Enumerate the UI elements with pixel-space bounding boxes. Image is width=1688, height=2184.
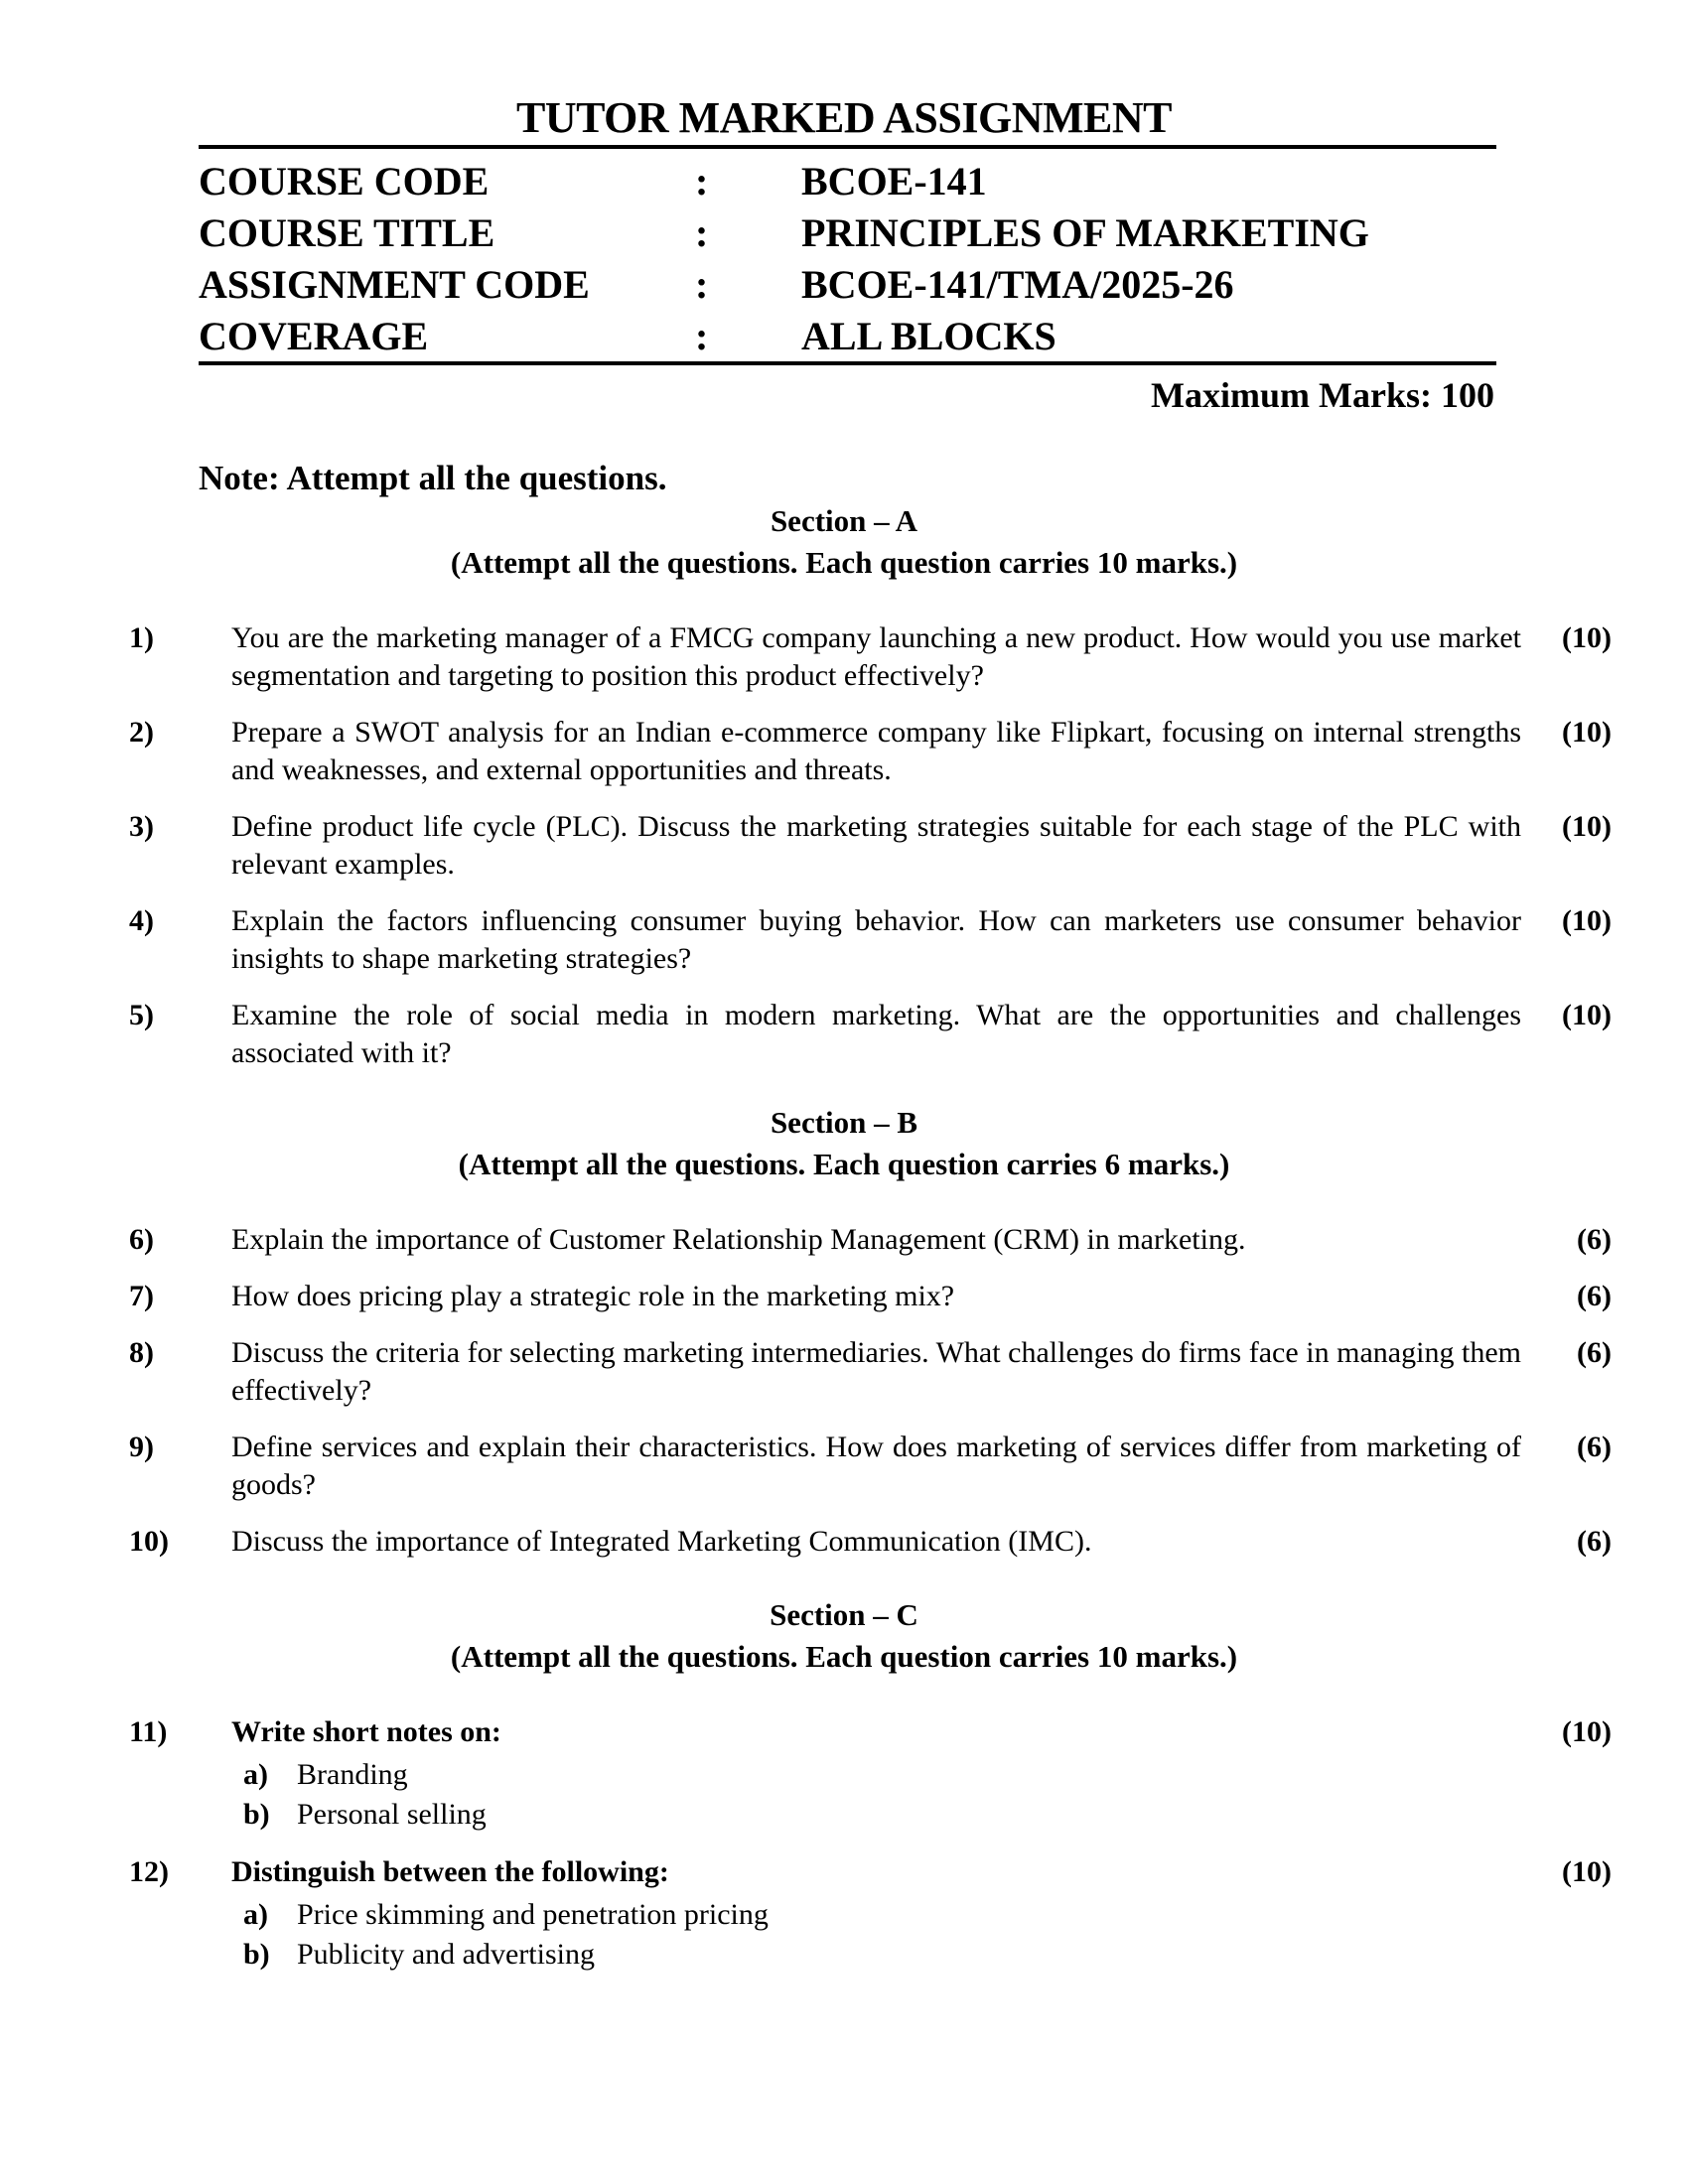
subitem-text: Branding xyxy=(297,1758,408,1791)
question-12 xyxy=(129,1853,1612,1975)
question-marks: (6) xyxy=(1577,1336,1612,1369)
question-number: 6) xyxy=(129,1223,154,1256)
question-text: Explain the factors influencing consumer buying behavior. How can marketers use consumer behavior insights to shape marketing strategies? xyxy=(231,904,1521,975)
max-marks: Maximum Marks: 100 xyxy=(1151,375,1494,415)
subitem-b xyxy=(231,1935,1521,1975)
coverage-row xyxy=(199,310,1688,361)
question-marks: (10) xyxy=(1562,810,1612,843)
question-8 xyxy=(129,1334,1612,1410)
colon-separator: : xyxy=(695,158,709,204)
question-number: 2) xyxy=(129,716,154,749)
colon-separator: : xyxy=(695,261,709,307)
document-title: TUTOR MARKED ASSIGNMENT xyxy=(515,93,1172,142)
section-a-subtitle: (Attempt all the questions. Each question carries 10 marks.) xyxy=(450,545,1238,580)
assignment-code-row xyxy=(199,258,1688,310)
section-b-title: Section – B xyxy=(770,1105,918,1140)
question-text: Prepare a SWOT analysis for an Indian e-commerce company like Flipkart, focusing on internal strengths and weaknesses, and external opportunities and threats. xyxy=(231,716,1521,786)
question-number: 1) xyxy=(129,621,154,654)
question-text: Explain the importance of Customer Relationship Management (CRM) in marketing. xyxy=(231,1223,1246,1256)
course-title-value: PRINCIPLES OF MARKETING xyxy=(801,209,1369,255)
section-b-subtitle: (Attempt all the questions. Each question carries 6 marks.) xyxy=(458,1147,1230,1181)
colon-separator: : xyxy=(695,209,709,255)
question-2 xyxy=(129,714,1612,789)
question-marks: (6) xyxy=(1577,1525,1612,1558)
question-body xyxy=(231,1853,1521,1975)
subitem-list xyxy=(231,1755,1521,1835)
question-number: 4) xyxy=(129,904,154,937)
question-number: 7) xyxy=(129,1280,154,1312)
question-body xyxy=(231,1713,1521,1835)
question-number: 10) xyxy=(129,1525,169,1558)
course-code-row xyxy=(199,155,1688,206)
question-text: Discuss the criteria for selecting marketing intermediaries. What challenges do firms face in managing them effectively? xyxy=(231,1336,1521,1407)
question-text: Define services and explain their characteristics. How does marketing of services differ from marketing of goods? xyxy=(231,1431,1521,1501)
question-marks: (10) xyxy=(1562,1855,1612,1888)
subitem-a xyxy=(231,1755,1521,1795)
header-rule-bottom xyxy=(199,361,1496,365)
subitem-label: b) xyxy=(243,1938,270,1971)
question-number: 8) xyxy=(129,1336,154,1369)
subitem-a xyxy=(231,1895,1521,1935)
question-text: Distinguish between the following: xyxy=(231,1855,669,1888)
subitem-label: a) xyxy=(243,1758,268,1791)
assignment-code-value: BCOE-141/TMA/2025-26 xyxy=(801,261,1234,307)
question-text: Write short notes on: xyxy=(231,1715,501,1748)
question-marks: (6) xyxy=(1577,1223,1612,1256)
question-number: 11) xyxy=(129,1715,168,1748)
question-3 xyxy=(129,808,1612,884)
question-10 xyxy=(129,1523,1612,1561)
question-text: Discuss the importance of Integrated Marketing Communication (IMC). xyxy=(231,1525,1092,1558)
assignment-code-label: ASSIGNMENT CODE xyxy=(199,261,590,307)
course-code-label: COURSE CODE xyxy=(199,158,490,204)
question-marks: (6) xyxy=(1577,1431,1612,1463)
subitem-b xyxy=(231,1795,1521,1835)
section-c-title: Section – C xyxy=(770,1597,918,1632)
question-5 xyxy=(129,997,1612,1072)
question-marks: (10) xyxy=(1562,904,1612,937)
question-number: 5) xyxy=(129,999,154,1031)
subitem-text: Personal selling xyxy=(297,1798,487,1831)
subitem-label: b) xyxy=(243,1798,270,1831)
section-a-title: Section – A xyxy=(770,503,918,538)
question-text: How does pricing play a strategic role in the marketing mix? xyxy=(231,1280,955,1312)
coverage-label: COVERAGE xyxy=(199,313,429,358)
question-text: Examine the role of social media in modern marketing. What are the opportunities and challenges associated with it? xyxy=(231,999,1521,1069)
course-title-row xyxy=(199,206,1688,258)
question-number: 3) xyxy=(129,810,154,843)
question-7 xyxy=(129,1278,1612,1315)
course-info-table xyxy=(0,149,1688,361)
subitem-text: Price skimming and penetration pricing xyxy=(297,1898,769,1931)
note-attempt-all: Note: Attempt all the questions. xyxy=(199,459,667,497)
question-marks: (6) xyxy=(1577,1280,1612,1312)
question-marks: (10) xyxy=(1562,716,1612,749)
section-c-subtitle: (Attempt all the questions. Each question carries 10 marks.) xyxy=(450,1639,1238,1674)
subitem-list xyxy=(231,1895,1521,1975)
subitem-label: a) xyxy=(243,1898,268,1931)
question-marks: (10) xyxy=(1562,1715,1612,1748)
question-11 xyxy=(129,1713,1612,1835)
question-6 xyxy=(129,1221,1612,1259)
question-marks: (10) xyxy=(1562,999,1612,1031)
question-text: You are the marketing manager of a FMCG company launching a new product. How would you use market segmentation and targeting to position this product effectively? xyxy=(231,621,1521,692)
question-text: Define product life cycle (PLC). Discuss the marketing strategies suitable for each stage of the PLC with relevant examples. xyxy=(231,810,1521,881)
question-number: 9) xyxy=(129,1431,154,1463)
coverage-value: ALL BLOCKS xyxy=(801,313,1056,358)
colon-separator: : xyxy=(695,313,709,358)
subitem-text: Publicity and advertising xyxy=(297,1938,595,1971)
course-code-value: BCOE-141 xyxy=(801,158,987,204)
question-number: 12) xyxy=(129,1855,169,1888)
question-9 xyxy=(129,1429,1612,1504)
question-4 xyxy=(129,902,1612,978)
course-title-label: COURSE TITLE xyxy=(199,209,495,255)
question-1 xyxy=(129,619,1612,695)
question-marks: (10) xyxy=(1562,621,1612,654)
